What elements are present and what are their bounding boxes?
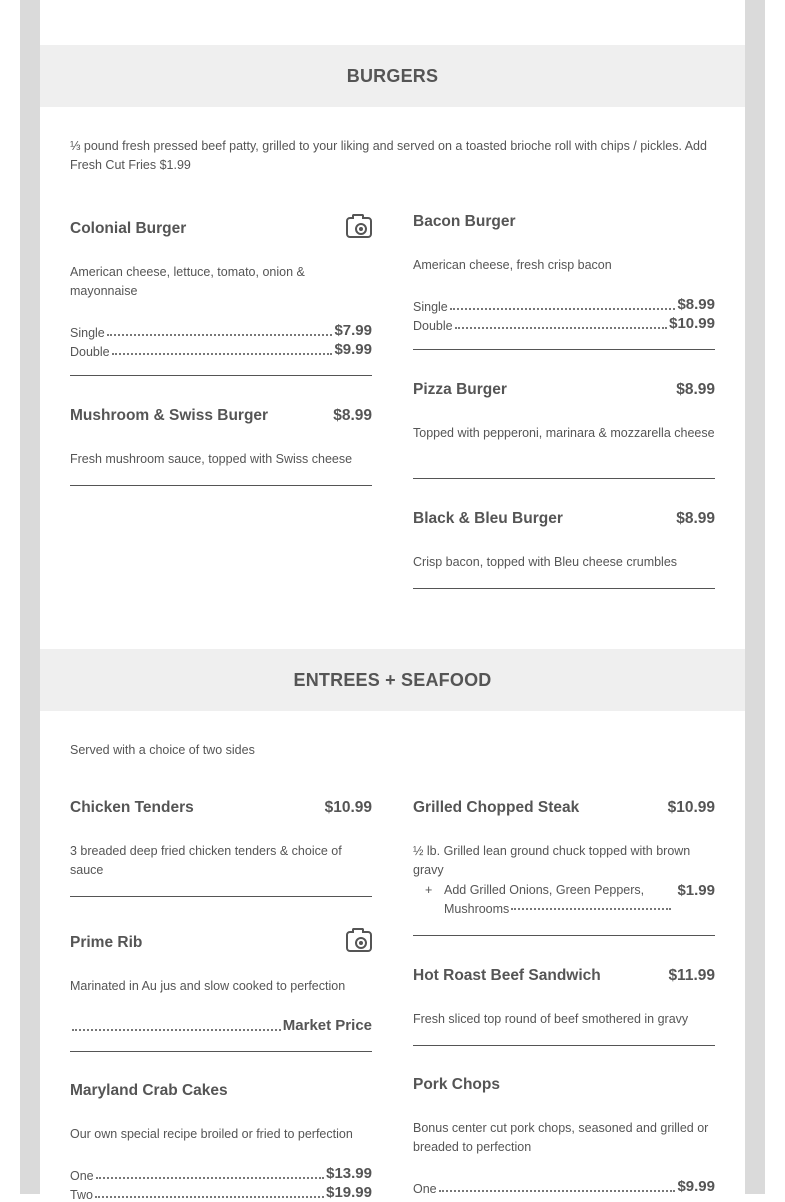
section-title: ENTREES + SEAFOOD [293,669,492,690]
item-description: American cheese, lettuce, tomato, onion & mayonnaise [70,265,305,298]
plus-icon: + [425,883,433,897]
item-name: Hot Roast Beef Sandwich [413,967,601,984]
item-name: Bacon Burger [413,213,516,230]
price-option-one: One $9.99 [413,1178,715,1196]
price-option-double: Double $10.99 [413,315,715,333]
item-name: Colonial Burger [70,220,187,237]
item-price: $10.99 [324,799,372,816]
section-title: BURGERS [346,65,439,86]
item-divider [413,1045,715,1046]
item-description: ½ lb. Grilled lean ground chuck topped with brown gravy [413,844,691,877]
item-divider [413,349,715,350]
addon-option[interactable] [425,881,715,919]
item-name: Maryland Crab Cakes [70,1082,228,1099]
item-description: Fresh mushroom sauce, topped with Swiss cheese [70,452,353,466]
price-option-single: Single $8.99 [413,296,715,314]
item-divider [70,1051,372,1052]
item-description: Topped with pepperoni, marinara & mozzarella cheese [413,426,715,440]
menu-item-maryland-crab-cakes[interactable] [70,1077,372,1202]
section-intro: ⅓ pound fresh pressed beef patty, grilled to your liking and served on a toasted brioche roll with chips / pickles. Add Fresh Cut Fries $1.99 [70,139,707,172]
item-description: 3 breaded deep fried chicken tenders & choice of sauce [70,844,342,877]
item-name: Prime Rib [70,934,143,951]
item-name: Pork Chops [413,1076,500,1093]
item-name: Pizza Burger [413,381,507,398]
item-price: $8.99 [676,381,715,398]
section-header-entrees [40,649,745,711]
menu-item-colonial-burger[interactable] [70,215,372,359]
menu-item-hot-roast-beef-sandwich[interactable] [413,962,715,1029]
addon-price: $1.99 [677,882,715,899]
menu-item-pork-chops[interactable] [413,1071,715,1196]
section-header-burgers [40,45,745,107]
item-divider [413,588,715,589]
camera-icon[interactable] [346,931,372,952]
price-option-double: Double $9.99 [70,341,372,359]
item-name: Black & Bleu Burger [413,510,563,527]
item-divider [70,896,372,897]
item-name: Grilled Chopped Steak [413,799,580,816]
item-divider [413,935,715,936]
item-divider [413,478,715,479]
camera-icon[interactable] [346,217,372,238]
menu-page [40,0,745,1202]
menu-item-grilled-chopped-steak[interactable] [413,794,715,919]
item-name: Chicken Tenders [70,799,194,816]
item-description: American cheese, fresh crisp bacon [413,258,612,272]
menu-item-black-bleu-burger[interactable] [413,505,715,572]
item-price: $8.99 [676,510,715,527]
item-price: $8.99 [333,407,372,424]
item-description: Crisp bacon, topped with Bleu cheese crumbles [413,555,678,569]
item-description: Marinated in Au jus and slow cooked to perfection [70,979,346,993]
price-option-two: Two $19.99 [70,1184,372,1202]
item-divider [70,375,372,376]
section-intro: Served with a choice of two sides [70,743,255,757]
menu-item-chicken-tenders[interactable] [70,794,372,880]
item-description: Bonus center cut pork chops, seasoned and grilled or breaded to perfection [413,1121,709,1154]
addon-label: Add Grilled Onions, Green Peppers, Mushrooms [444,883,645,916]
item-price: $11.99 [668,967,715,984]
price-option-single: Single $7.99 [70,322,372,340]
price-option-one: One $13.99 [70,1165,372,1183]
price-option-market: Market Price [70,1016,372,1035]
item-divider [70,485,372,486]
item-description: Our own special recipe broiled or fried to perfection [70,1127,353,1141]
menu-item-prime-rib[interactable] [70,929,372,1035]
menu-item-pizza-burger[interactable] [413,376,715,443]
item-price: $10.99 [667,799,715,816]
menu-item-bacon-burger[interactable] [413,208,715,333]
menu-item-mushroom-swiss-burger[interactable] [70,402,372,469]
item-name: Mushroom & Swiss Burger [70,407,269,424]
item-description: Fresh sliced top round of beef smothered in gravy [413,1012,689,1026]
